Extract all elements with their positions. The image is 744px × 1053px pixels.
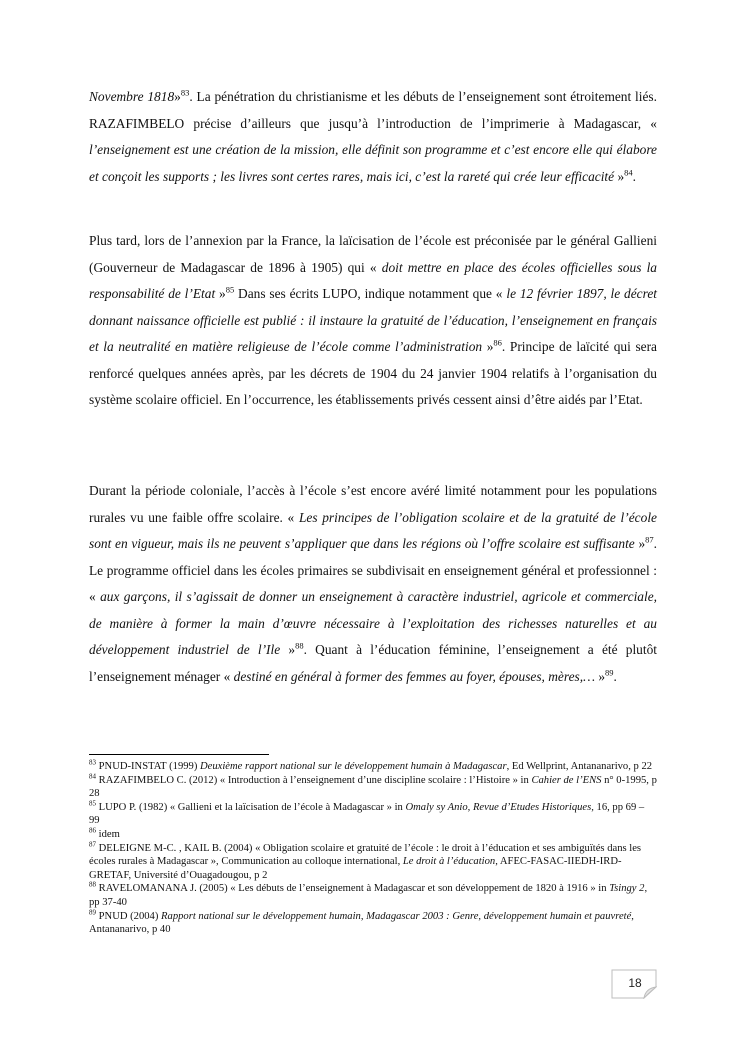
quote-garcons: aux garçons, il s’agissait de donner un enseignement à caractère industriel, agricole et commerciale, de manière à former la main d’œuvre nécessaire à l’exploitation des richesses naturelles et au développement industriel de l’Ile	[89, 589, 658, 657]
footnotes	[89, 760, 657, 937]
text-run: . Principe de laïcité qui sera renforcé quelques années après, par les décrets de 1904 du 24 janvier 1904 relatifs à l’organisation du système scolaire officiel. En l’occurrence, les établissements privés cessent ainsi d’être aidés par l’Etat.	[89, 339, 657, 407]
footnote-text: LUPO P. (1982) « Gallieni et la laïcisation de l’école à Madagascar » in	[96, 801, 406, 813]
text-run: . La pénétration du christianisme et les débuts de l’enseignement sont étroitement liés. RAZAFIMBELO précise d’ailleurs que jusqu’à l’introduction de l’imprimerie à Madagascar, «	[89, 89, 657, 131]
footnote-89	[89, 910, 657, 937]
footnote-ref-89: 89	[605, 667, 614, 678]
quote-razafimbelo: l’enseignement est une création de la mission, elle définit son programme et c’est encore elle qui élabore et conçoit les supports ; les livres sont certes rares, mais ici, c’est la rareté qui crée leur efficacité	[89, 142, 657, 184]
footnote-ref-84: 84	[624, 167, 633, 178]
footnote-text: RAVELOMANANA J. (2005) « Les débuts de l’enseignement à Madagascar et son développement de 1820 à 1916 » in	[96, 883, 610, 895]
quote-lupo: le 12 février 1897, le décret donnant naissance officielle est publié : il instaure la gratuité de l’éducation, l’enseignement en français et la neutralité en matière religieuse de l’école comme l’administration	[89, 286, 657, 354]
page-number: 18	[628, 976, 642, 990]
footnote-number: 88	[89, 880, 96, 889]
text-run: . Le programme officiel dans les écoles primaires se subdivisait en enseignement général et professionnel : «	[89, 536, 658, 604]
footnote-title: Omaly sy Anio, Revue d’Etudes Historiques,	[405, 801, 594, 813]
text-run: »	[614, 168, 625, 184]
footnote-separator	[89, 754, 269, 755]
text-run: »	[280, 642, 296, 657]
footnote-number: 83	[89, 758, 96, 767]
quote-obligation-scolaire: Les principes de l’obligation scolaire et de la gratuité de l’école sont en vigueur, mais ils ne peuvent s’appliquer que dans les régions où l’offre scolaire est suffisante	[89, 509, 657, 551]
text-run: »	[634, 536, 646, 551]
text-run: . Quant à l’éducation féminine, l’enseignement a été plutôt l’enseignement ménager «	[89, 642, 657, 684]
footnote-title: Deuxième rapport national sur le développement humain à Madagascar	[200, 761, 507, 772]
footnote-text: n° 0-1995, p 28	[89, 774, 657, 800]
footnote-ref-83: 83	[180, 87, 190, 98]
text-run: Plus tard, lors de l’annexion par la France, la laïcisation de l’école est préconisée par le général Gallieni (Gouverneur de Madagascar de 1896 à 1905) qui «	[89, 233, 657, 275]
footnote-number: 84	[89, 772, 96, 781]
footnote-ref-87: 87	[645, 534, 654, 545]
footnote-86	[89, 828, 657, 842]
footnote-text: , pp 37-40	[89, 883, 648, 908]
footnote-text: PNUD-INSTAT (1999)	[96, 761, 201, 772]
footnote-text: RAZAFIMBELO C. (2012) « Introduction à l’enseignement d’une discipline scolaire : l’Histoire » in	[96, 774, 532, 786]
text-run: Durant la période coloniale, l’accès à l’école s’est encore avéré limité notamment pour les populations rurales vu une faible offre scolaire. «	[89, 483, 657, 525]
footnote-number: 89	[89, 908, 96, 916]
footnote-text: , Ed Wellprint, Antananarivo, p 22	[506, 761, 653, 772]
paragraph-3	[89, 478, 657, 703]
quote-feminine: destiné en général à former des femmes au foyer, épouses, mères,…	[233, 668, 599, 684]
footnote-88	[89, 882, 657, 909]
paragraph-1	[89, 84, 657, 203]
footnote-87	[89, 842, 657, 883]
footnote-text: PNUD (2004)	[96, 910, 162, 922]
footnote-text: , Antananarivo, p 40	[89, 910, 634, 936]
footnote-ref-88: 88	[295, 640, 304, 651]
footnote-number: 86	[89, 826, 96, 835]
footnote-85	[89, 801, 657, 828]
text-run: .	[632, 168, 636, 184]
footnote-number: 87	[89, 840, 96, 849]
text-run: Dans ses écrits LUPO, indique notamment que «	[234, 286, 507, 301]
footnote-text: 16, pp 69 – 99	[89, 801, 645, 827]
footnote-83	[89, 760, 657, 774]
quote-fragment: Novembre 1818	[89, 89, 175, 104]
footnote-number: 85	[89, 799, 96, 808]
text-run: »	[174, 89, 181, 104]
text-run: »	[215, 286, 226, 301]
footnote-text: DELEIGNE M-C. , KAIL B. (2004) « Obligation scolaire et gratuité de l’école : le droit à l’éducation et ses ambiguïtés dans les écoles rurales à Madagascar », Communication au colloque international,	[89, 842, 642, 868]
footnote-ref-86: 86	[493, 337, 502, 348]
text-run: »	[482, 339, 494, 354]
paragraph-2	[89, 228, 657, 427]
quote-gallieni: doit mettre en place des écoles officielles sous la responsabilité de l’Etat	[89, 259, 657, 301]
footnote-text: , AFEC-FASAC-IIEDH-IRD-GRETAF, Université d’Ouagadougou, p 2	[89, 856, 622, 881]
footnote-title: Rapport national sur le développement humain, Madagascar 2003 : Genre, développement humain et pauvreté	[161, 910, 632, 922]
footnote-text: idem	[96, 828, 120, 840]
footnote-title: Le droit à l’éducation	[402, 856, 496, 868]
text-run: .	[613, 668, 617, 684]
footnote-title: Cahier de l’ENS	[531, 774, 602, 786]
footnote-title: Tsingy 2	[609, 883, 645, 895]
text-run: »	[598, 668, 606, 684]
footnote-ref-85: 85	[225, 284, 235, 295]
footnote-84	[89, 774, 657, 801]
